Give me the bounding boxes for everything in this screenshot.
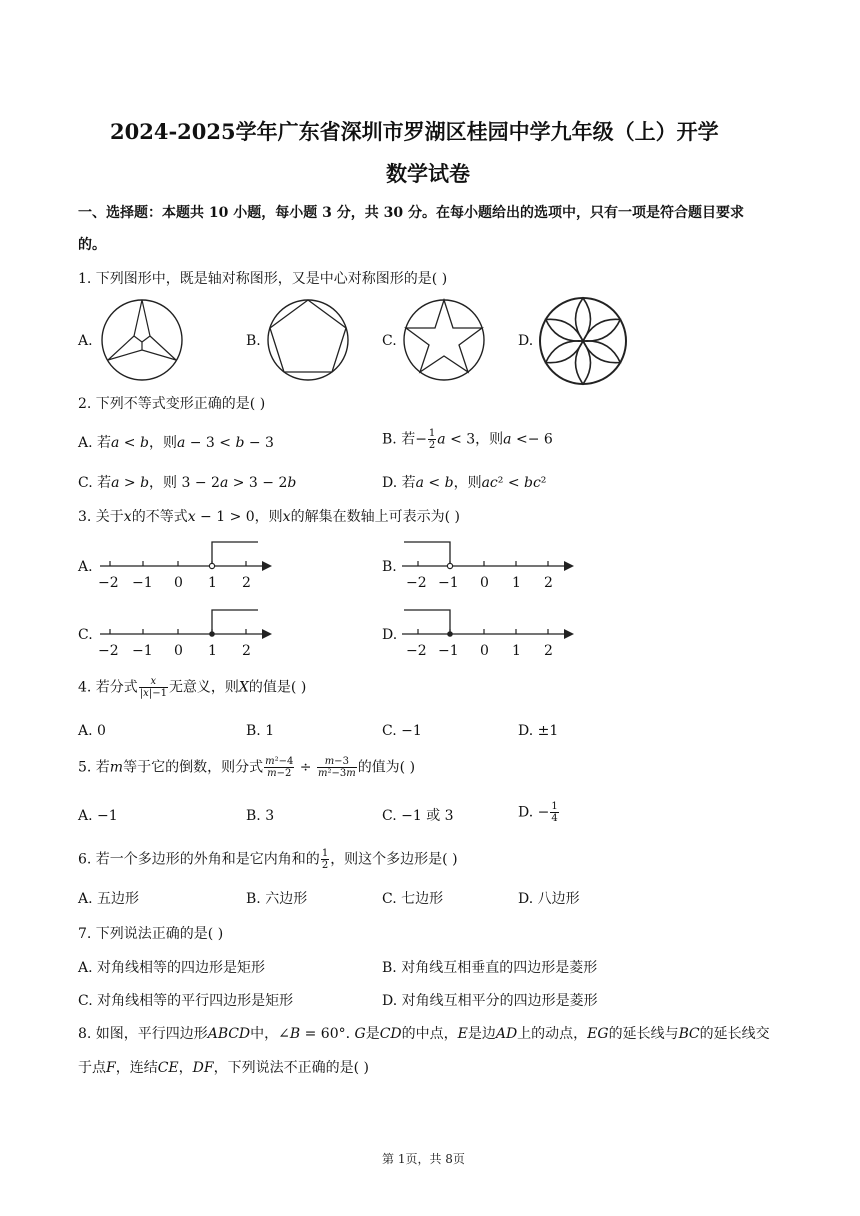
q2-fraction-den: 2 bbox=[428, 440, 436, 451]
tick-label: 0 bbox=[174, 575, 183, 591]
q2-fraction bbox=[428, 428, 436, 451]
q1-figure-a bbox=[100, 298, 184, 382]
tick-label: 2 bbox=[544, 643, 553, 659]
q5-stem-post: 的值为( ) bbox=[357, 759, 416, 776]
q6-fraction-num: 1 bbox=[321, 848, 329, 859]
q3-option-a-label: A. bbox=[78, 559, 93, 575]
q5-fraction-1 bbox=[264, 756, 294, 779]
q5-option-b: B. 3 bbox=[246, 808, 275, 824]
q5-d-den: 4 bbox=[551, 813, 558, 824]
q6-option-a: A. 五边形 bbox=[78, 891, 140, 907]
section-heading-cont: 的。 bbox=[78, 237, 106, 253]
q6-option-b: B. 六边形 bbox=[246, 891, 308, 907]
q6-fraction-den: 2 bbox=[321, 860, 329, 871]
question-2-stem: 2. 下列不等式变形正确的是( ) bbox=[78, 396, 266, 412]
q1-option-a-label: A. bbox=[78, 333, 93, 349]
q4-stem-pre: 4. 若分式 bbox=[78, 679, 138, 696]
question-1-stem: 1. 下列图形中，既是轴对称图形，又是中心对称图形的是( ) bbox=[78, 271, 448, 287]
q1-figure-b bbox=[266, 298, 350, 382]
tick-label: 1 bbox=[512, 643, 521, 659]
q3-numberline-b bbox=[400, 540, 580, 590]
q2-option-b-pre: B. 若− bbox=[382, 431, 427, 448]
q6-stem-pre: 6. 若一个多边形的外角和是它内角和的 bbox=[78, 851, 320, 868]
tick-label: −1 bbox=[438, 643, 459, 659]
q2-option-b bbox=[382, 428, 553, 451]
tick-label: 0 bbox=[480, 575, 489, 591]
q7-option-d: D. 对角线互相平分的四边形是菱形 bbox=[382, 993, 598, 1009]
tick-label: −1 bbox=[132, 643, 153, 659]
q1-option-d-label: D. bbox=[518, 333, 534, 349]
q5-divide: ÷ bbox=[295, 759, 316, 776]
tick-label: −2 bbox=[406, 643, 427, 659]
q6-option-c: C. 七边形 bbox=[382, 891, 444, 907]
q3-numberline-d bbox=[400, 608, 580, 658]
q4-fraction-num: 𝑥 bbox=[139, 676, 168, 688]
q2-fraction-num: 1 bbox=[428, 428, 436, 439]
q5-d-fraction bbox=[550, 801, 558, 824]
q6-option-d: D. 八边形 bbox=[518, 891, 580, 907]
q5-option-d bbox=[518, 801, 560, 824]
tick-label: 2 bbox=[242, 643, 251, 659]
tick-label: −1 bbox=[132, 575, 153, 591]
q5-f1-den: 𝑚−2 bbox=[267, 768, 292, 779]
q6-stem-post: ，则这个多边形是( ) bbox=[330, 851, 458, 868]
question-5-stem bbox=[78, 756, 415, 779]
q6-fraction bbox=[321, 848, 329, 871]
q7-option-c: C. 对角线相等的平行四边形是矩形 bbox=[78, 993, 294, 1009]
tick-label: 1 bbox=[208, 643, 217, 659]
q2-option-b-post: 𝑎 < 3，则𝑎 <− 6 bbox=[437, 431, 553, 448]
q4-fraction-den: |𝑥|−1 bbox=[139, 688, 167, 699]
q4-option-c: C. −1 bbox=[382, 723, 422, 739]
tick-label: −2 bbox=[98, 643, 119, 659]
q5-d-num: 1 bbox=[551, 801, 558, 812]
q5-option-d-pre: D. − bbox=[518, 804, 550, 821]
q4-option-d: D. ±1 bbox=[518, 723, 559, 739]
q5-stem-pre: 5. 若𝑚等于它的倒数，则分式 bbox=[78, 759, 264, 776]
q4-option-b: B. 1 bbox=[246, 723, 275, 739]
q3-option-b-label: B. bbox=[382, 559, 397, 575]
q1-figure-c bbox=[402, 298, 486, 382]
section-heading: 一、选择题：本题共 10 小题，每小题 3 分，共 30 分。在每小题给出的选项中，只有一项是符合题目要求 bbox=[78, 205, 744, 221]
q1-option-c-label: C. bbox=[382, 333, 397, 349]
q2-option-a: A. 若𝑎 < 𝑏，则𝑎 − 3 < 𝑏 − 3 bbox=[78, 435, 274, 451]
q2-option-d: D. 若𝑎 < 𝑏，则𝑎𝑐² < 𝑏𝑐² bbox=[382, 475, 547, 491]
q3-numberline-c bbox=[98, 608, 278, 658]
tick-label: 2 bbox=[242, 575, 251, 591]
q5-fraction-2 bbox=[317, 756, 357, 779]
question-8-stem: 8. 如图，平行四边形𝐴𝐵𝐶𝐷中，∠𝐵 = 60°. 𝐺是𝐶𝐷的中点，𝐸是边𝐴𝐷上的动点，𝐸𝐺的延长线与𝐵𝐶的延长线交 bbox=[78, 1026, 770, 1042]
tick-label: 1 bbox=[512, 575, 521, 591]
q3-option-d-label: D. bbox=[382, 627, 398, 643]
question-3-stem: 3. 关于𝑥的不等式𝑥 − 1 > 0，则𝑥的解集在数轴上可表示为( ) bbox=[78, 509, 460, 525]
q2-option-c: C. 若𝑎 > 𝑏，则 3 − 2𝑎 > 3 − 2𝑏 bbox=[78, 475, 297, 491]
tick-label: 0 bbox=[480, 643, 489, 659]
q7-option-a: A. 对角线相等的四边形是矩形 bbox=[78, 960, 266, 976]
question-7-stem: 7. 下列说法正确的是( ) bbox=[78, 926, 224, 942]
q5-option-c: C. −1 或 3 bbox=[382, 808, 454, 824]
question-6-stem bbox=[78, 848, 458, 871]
q1-figure-d bbox=[538, 296, 628, 386]
tick-label: 1 bbox=[208, 575, 217, 591]
q5-f2-den: 𝑚²−3𝑚 bbox=[317, 768, 356, 779]
q5-option-a: A. −1 bbox=[78, 808, 118, 824]
question-8-stem-cont: 于点𝐹，连结𝐶𝐸，𝐷𝐹，下列说法不正确的是( ) bbox=[78, 1060, 369, 1076]
tick-label: −1 bbox=[438, 575, 459, 591]
tick-label: −2 bbox=[406, 575, 427, 591]
tick-label: 0 bbox=[174, 643, 183, 659]
q5-f1-num: 𝑚²−4 bbox=[265, 756, 294, 767]
q3-option-c-label: C. bbox=[78, 627, 93, 643]
q4-option-a: A. 0 bbox=[78, 723, 106, 739]
tick-label: −2 bbox=[98, 575, 119, 591]
q1-option-b-label: B. bbox=[246, 333, 261, 349]
question-4-stem bbox=[78, 676, 306, 699]
page-footer: 第 1页，共 8页 bbox=[382, 1152, 465, 1166]
page-title: 2024-2025学年广东省深圳市罗湖区桂园中学九年级（上）开学 bbox=[110, 119, 719, 144]
page-subtitle: 数学试卷 bbox=[386, 161, 470, 186]
q5-f2-num: 𝑚−3 bbox=[317, 756, 357, 768]
q7-option-b: B. 对角线互相垂直的四边形是菱形 bbox=[382, 960, 598, 976]
q3-numberline-a bbox=[98, 540, 278, 590]
q4-fraction bbox=[139, 676, 168, 699]
tick-label: 2 bbox=[544, 575, 553, 591]
q4-stem-post: 无意义，则𝑋的值是( ) bbox=[168, 679, 307, 696]
